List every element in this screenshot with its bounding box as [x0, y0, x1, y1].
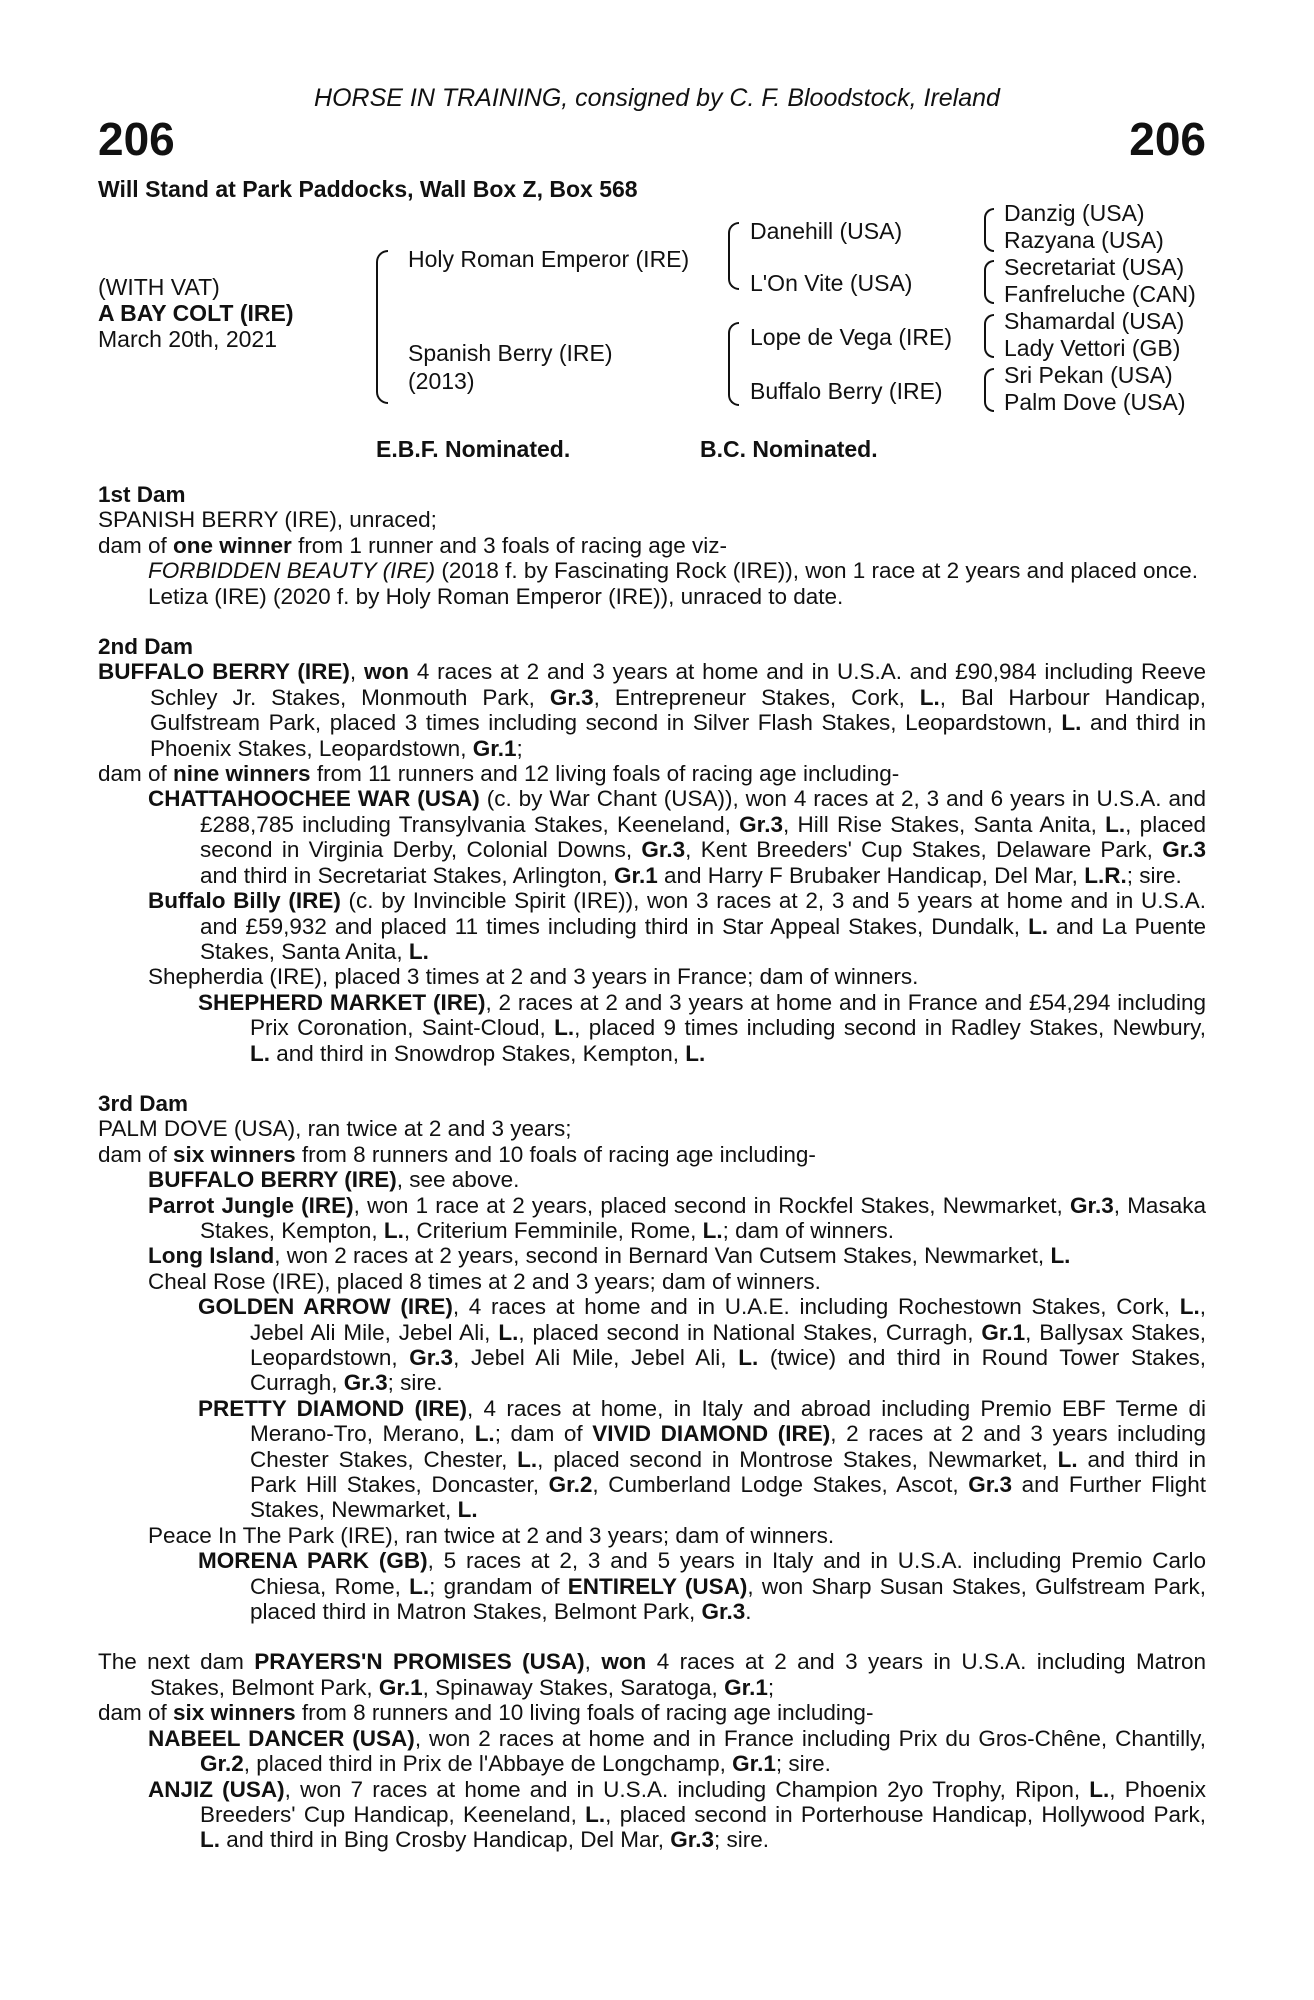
foaling-date: March 20th, 2021: [98, 326, 278, 352]
progeny-entry: PRETTY DIAMOND (IRE), 4 races at home, in Italy and abroad including Premio EBF Terme di Merano-Tro, Merano, L.; dam of VIVID DIAMOND (IRE), 2 races at 2 and 3 years including Chester Stakes, Chester, L., placed second in Montrose Stakes, Newmarket, L. and third in Park Hill Stakes, Doncaster, Gr.2, Cumberland Lodge Stakes, Ascot, Gr.3 and Further Flight Stakes, Newmarket, L.: [198, 1395, 1206, 1523]
pedigree-table: [0, 200, 1314, 430]
horse-name: A BAY COLT (IRE): [98, 300, 294, 326]
brace-ds: [984, 314, 994, 358]
first-dam-summary: dam of one winner from 1 runner and 3 foals of racing age viz-: [98, 532, 728, 558]
next-dam-name: The next dam PRAYERS'N PROMISES (USA), won 4 races at 2 and 3 years in U.S.A. including Matron Stakes, Belmont Park, Gr.1, Spinaway Stakes, Saratoga, Gr.1;: [98, 1649, 1206, 1700]
ssd: Razyana (USA): [1004, 227, 1164, 253]
brace-ss: [984, 208, 994, 252]
progeny-entry: Parrot Jungle (IRE), won 1 race at 2 years, placed second in Rockfel Stakes, Newmarket, Gr.3, Masaka Stakes, Kempton, L., Criterium Femminile, Rome, L.; dam of winners.: [148, 1192, 1206, 1243]
catalogue-body: [98, 482, 1206, 1853]
ebf-nomination: E.B.F. Nominated.: [376, 436, 571, 462]
brace-dam: [728, 322, 739, 406]
lot-number-right: 206: [1129, 113, 1206, 165]
progeny-entry: MORENA PARK (GB), 5 races at 2, 3 and 5 years in Italy and in U.S.A. including Premio Carlo Chiesa, Rome, L.; grandam of ENTIRELY (USA), won Sharp Susan Stakes, Gulfstream Park, placed third in Matron Stakes, Belmont Park, Gr.3.: [198, 1548, 1207, 1625]
dam-dam: Buffalo Berry (IRE): [750, 378, 943, 404]
next-dam-summary: dam of six winners from 8 runners and 10 living foals of racing age including-: [98, 1700, 874, 1726]
progeny-entry: NABEEL DANCER (USA), won 2 races at home and in France including Prix du Gros-Chêne, Chantilly, Gr.2, placed third in Prix de l'Abbaye de Longchamp, Gr.1; sire.: [148, 1725, 1207, 1777]
brace-gen1: [376, 250, 388, 404]
vat-note: (WITH VAT): [98, 274, 220, 300]
dsd: Lady Vettori (GB): [1004, 335, 1181, 361]
dam-sire: Lope de Vega (IRE): [750, 324, 953, 350]
lot-number-left: 206: [98, 113, 175, 165]
sire: Holy Roman Emperor (IRE): [408, 246, 690, 272]
progeny-entry: BUFFALO BERRY (IRE), see above.: [148, 1167, 520, 1193]
brace-sire: [728, 222, 739, 290]
dds: Sri Pekan (USA): [1004, 362, 1173, 388]
progeny-entry: ANJIZ (USA), won 7 races at home and in U.S.A. including Champion 2yo Trophy, Ripon, L., Phoenix Breeders' Cup Handicap, Keeneland, L., placed second in Porterhouse Handicap, Hollywood Park, L. and third in Bing Crosby Handicap, Del Mar, Gr.3; sire.: [148, 1776, 1207, 1853]
brace-sd: [984, 260, 994, 304]
second-dam-summary: dam of nine winners from 11 runners and 12 living foals of racing age including-: [98, 761, 900, 787]
progeny-entry: SHEPHERD MARKET (IRE), 2 races at 2 and 3 years at home and in France and £54,294 including Prix Coronation, Saint-Cloud, L., placed 9 times including second in Radley Stakes, Newbury, L. and third in Snowdrop Stakes, Kempton, L.: [198, 989, 1207, 1066]
progeny-entry: CHATTAHOOCHEE WAR (USA) (c. by War Chant (USA)), won 4 races at 2, 3 and 6 years in U.S.A. and £288,785 including Transylvania Stakes, Keeneland, Gr.3, Hill Rise Stakes, Santa Anita, L., placed second in Virginia Derby, Colonial Downs, Gr.3, Kent Breeders' Cup Stakes, Delaware Park, Gr.3 and third in Secretariat Stakes, Arlington, Gr.1 and Harry F Brubaker Handicap, Del Mar, L.R.; sire.: [148, 786, 1206, 888]
sire-sire: Danehill (USA): [750, 218, 903, 244]
consignment-line: HORSE IN TRAINING, consigned by C. F. Bloodstock, Ireland: [314, 84, 1000, 112]
first-dam-name: SPANISH BERRY (IRE), unraced;: [98, 507, 437, 533]
third-dam-heading: 3rd Dam: [98, 1090, 189, 1116]
third-dam-summary: dam of six winners from 8 runners and 10 foals of racing age including-: [98, 1141, 816, 1167]
second-dam-name: BUFFALO BERRY (IRE), won 4 races at 2 and 3 years at home and in U.S.A. and £90,984 including Reeve Schley Jr. Stakes, Monmouth Park, Gr.3, Entrepreneur Stakes, Cork, L., Bal Harbour Handicap, Gulfstream Park, placed 3 times including second in Silver Flash Stakes, Leopardstown, L. and third in Phoenix Stakes, Leopardstown, Gr.1;: [98, 659, 1207, 761]
progeny-entry: Letiza (IRE) (2020 f. by Holy Roman Emperor (IRE)), unraced to date.: [148, 583, 844, 609]
sdd: Fanfreluche (CAN): [1004, 281, 1196, 307]
progeny-entry: Peace In The Park (IRE), ran twice at 2 and 3 years; dam of winners.: [148, 1522, 835, 1548]
progeny-entry: Cheal Rose (IRE), placed 8 times at 2 and 3 years; dam of winners.: [148, 1268, 821, 1294]
progeny-entry: Long Island, won 2 races at 2 years, second in Bernard Van Cutsem Stakes, Newmarket, L.: [148, 1243, 1071, 1269]
stand-location: Will Stand at Park Paddocks, Wall Box Z, Box 568: [98, 176, 638, 202]
dss: Shamardal (USA): [1004, 308, 1185, 334]
brace-dd: [984, 368, 994, 412]
first-dam-heading: 1st Dam: [98, 482, 186, 507]
dam-year: (2013): [408, 368, 475, 394]
progeny-entry: Buffalo Billy (IRE) (c. by Invincible Spirit (IRE)), won 3 races at 2, 3 and 5 years at home and in U.S.A. and £59,932 and placed 11 times including third in Star Appeal Stakes, Dundalk, L. and La Puente Stakes, Santa Anita, L.: [148, 888, 1207, 964]
second-dam-heading: 2nd Dam: [98, 634, 194, 660]
third-dam-name: PALM DOVE (USA), ran twice at 2 and 3 years;: [98, 1116, 572, 1142]
dam: Spanish Berry (IRE): [408, 340, 613, 366]
progeny-entry: Shepherdia (IRE), placed 3 times at 2 and 3 years in France; dam of winners.: [148, 964, 919, 990]
ddd: Palm Dove (USA): [1004, 389, 1186, 415]
progeny-entry: GOLDEN ARROW (IRE), 4 races at home and in U.A.E. including Rochestown Stakes, Cork, L., Jebel Ali Mile, Jebel Ali, L., placed second in National Stakes, Curragh, Gr.1, Ballysax Stakes, Leopardstown, Gr.3, Jebel Ali Mile, Jebel Ali, L. (twice) and third in Round Tower Stakes, Curragh, Gr.3; sire.: [198, 1294, 1206, 1396]
sire-dam: L'On Vite (USA): [750, 270, 913, 296]
sss: Danzig (USA): [1004, 200, 1145, 226]
progeny-entry: FORBIDDEN BEAUTY (IRE) (2018 f. by Fascinating Rock (IRE)), won 1 race at 2 years and placed once.: [148, 558, 1199, 584]
sds: Secretariat (USA): [1004, 254, 1185, 280]
bc-nomination: B.C. Nominated.: [700, 436, 878, 462]
